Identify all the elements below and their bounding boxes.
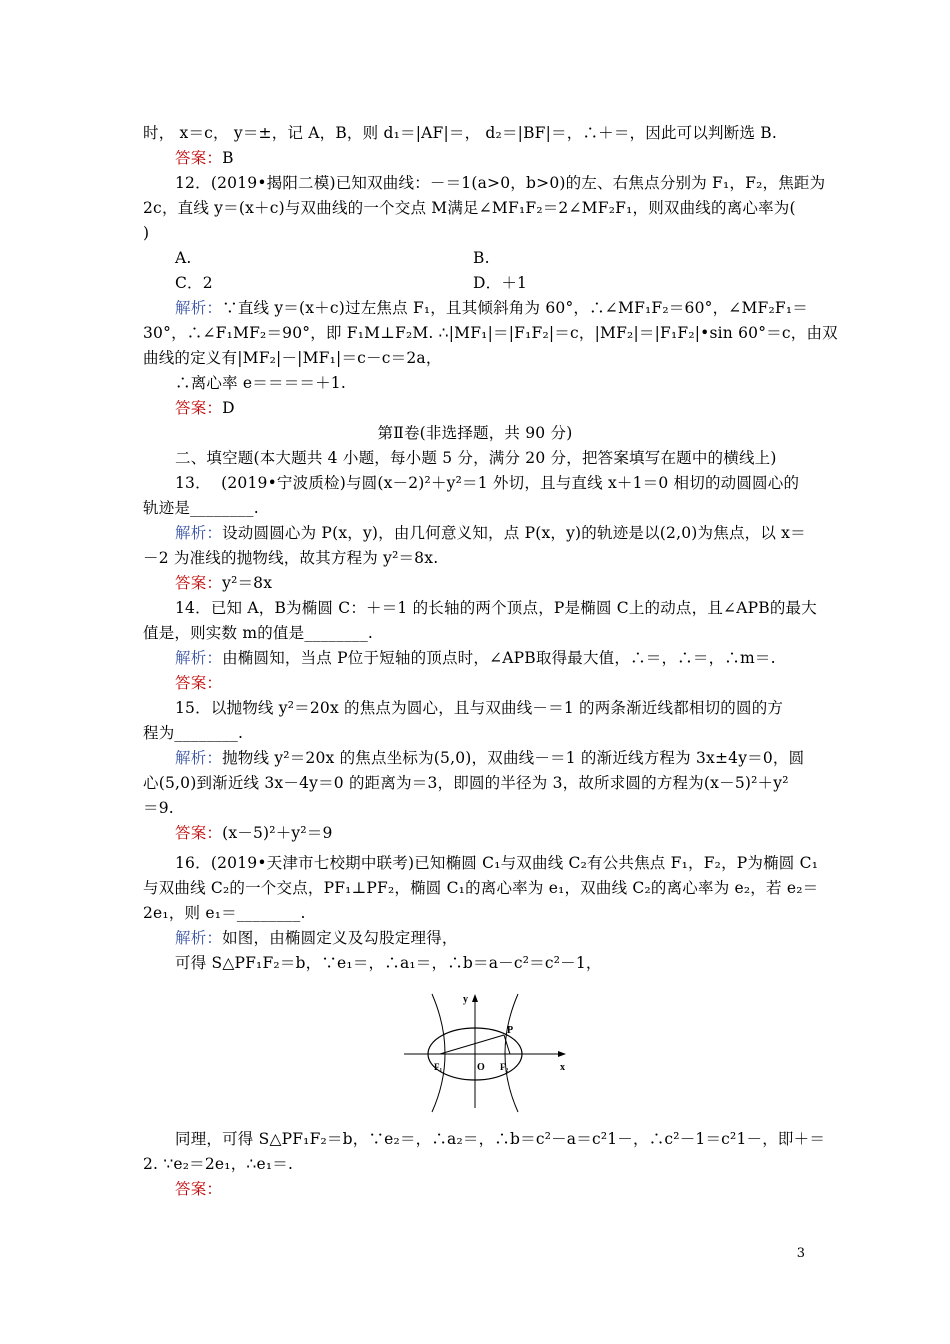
section-title: 第Ⅱ卷(非选择题，共 90 分) — [377, 424, 573, 442]
q15-line2: 程为________. — [143, 724, 244, 742]
q13-line1: 13． (2019•宁波质检)与圆(x－2)²＋y²＝1 外切，且与直线 x＋1＝0 相切的动圆圆心的 — [175, 474, 800, 492]
q16-answer: 答案： — [175, 1180, 223, 1198]
q15-answer: 答案：(x－5)²＋y²＝9 — [175, 824, 333, 842]
q15-analysis-2: 心(5,0)到渐近线 3x－4y＝0 的距离为＝3，即圆的半径为 3，故所求圆的方程为(x－5)²＋y² — [143, 774, 789, 792]
q12-option-a: A. — [175, 249, 192, 267]
y-label: y — [463, 994, 468, 1005]
q14-line2: 值是，则实数 m的值是________. — [143, 624, 374, 642]
q14-analysis-1: 解析：由椭圆知，当点 P位于短轴的顶点时，∠APB取得最大值，∴＝，∴＝，∴m＝. — [175, 649, 776, 667]
q16-line1: 16．(2019•天津市七校期中联考)已知椭圆 C₁与双曲线 C₂有公共焦点 F₁，F₂，P为椭圆 C₁ — [175, 854, 819, 872]
q16-analysis-1: 解析：如图，由椭圆定义及勾股定理得， — [175, 929, 458, 947]
q14-answer: 答案： — [175, 674, 223, 692]
q13-line2: 轨迹是________. — [143, 499, 259, 517]
q13-answer: 答案：y²＝8x — [175, 574, 273, 592]
q12-analysis-2: 30°，∴∠F₁MF₂＝90°，即 F₁M⊥F₂M. ∴|MF₁|＝|F₁F₂|＝c，|MF₂|＝|F₁F₂|•sin 60°＝c，由双 — [143, 324, 838, 342]
q12-analysis-4: ∴离心率 e＝＝＝＝＋1. — [175, 374, 346, 392]
q12-line1: 12．(2019•揭阳二模)已知双曲线：－＝1(a>0，b>0)的左、右焦点分别为 F₁，F₂，焦距为 — [175, 174, 826, 192]
fill-heading: 二、填空题(本大题共 4 小题，每小题 5 分，满分 20 分，把答案填写在题中的横线上) — [175, 449, 777, 467]
q12-line2: 2c，直线 y＝(x＋c)与双曲线的一个交点 M满足∠MF₁F₂＝2∠MF₂F₁，则双曲线的离心率为( — [143, 199, 796, 217]
q15-analysis-3: ＝9. — [143, 799, 174, 817]
q12-answer: 答案：D — [175, 399, 235, 417]
q12-line3: ) — [143, 224, 150, 242]
q12-analysis-1: 解析：∵直线 y＝(x＋c)过左焦点 F₁，且其倾斜角为 60°，∴∠MF₁F₂＝60°，∠MF₂F₁＝ — [175, 299, 808, 317]
q12-option-c: C．2 — [175, 274, 213, 292]
q14-line1: 14．已知 A，B为椭圆 C：＋＝1 的长轴的两个顶点，P是椭圆 C上的动点，且∠APB的最大 — [175, 599, 817, 617]
q13-analysis-1: 解析：设动圆圆心为 P(x，y)，由几何意义知，点 P(x，y)的轨迹是以(2,0)为焦点，以 x＝ — [175, 524, 806, 542]
f1-label: F₁ — [434, 1062, 443, 1072]
q12-option-b: B. — [473, 249, 490, 267]
segment-pf1 — [440, 1035, 504, 1054]
ellipse-hyperbola-figure — [400, 988, 572, 1113]
q16-line2: 与双曲线 C₂的一个交点，PF₁⊥PF₂，椭圆 C₁的离心率为 e₁，双曲线 C₂的离心率为 e₂，若 e₂＝ — [143, 879, 819, 897]
q16-analysis-3: 同理，可得 S△PF₁F₂＝b，∵e₂＝，∴a₂＝，∴b＝c²－a＝c²1－，∴c²－1＝c²1－，即＋＝ — [175, 1130, 826, 1148]
hyperbola-right-branch — [505, 994, 518, 1112]
q16-line3: 2e₁，则 e₁＝________. — [143, 904, 306, 922]
point-p-label: P — [507, 1025, 514, 1036]
q11-tail: 时， x＝c， y＝±，记 A，B，则 d₁＝|AF|＝， d₂＝|BF|＝，∴＋＝，因此可以判断选 B. — [143, 124, 777, 142]
f2-label: F₂ — [500, 1062, 509, 1072]
y-axis-arrow — [472, 994, 478, 1002]
q16-analysis-2: 可得 S△PF₁F₂＝b，∵e₁＝，∴a₁＝，∴b＝a－c²＝c²－1， — [175, 954, 602, 972]
q12-option-d: D．＋1 — [473, 274, 528, 292]
q15-analysis-1: 解析：抛物线 y²＝20x 的焦点坐标为(5,0)，双曲线－＝1 的渐近线方程为 3x±4y＝0，圆 — [175, 749, 805, 767]
origin-label: O — [477, 1062, 485, 1073]
x-label: x — [560, 1062, 565, 1073]
x-axis-arrow — [558, 1051, 566, 1057]
q16-analysis-4: 2. ∵e₂＝2e₁，∴e₁＝. — [143, 1155, 294, 1173]
q12-analysis-3: 曲线的定义有|MF₂|－|MF₁|＝c－c＝2a， — [143, 349, 442, 367]
q13-analysis-2: －2 为准线的抛物线，故其方程为 y²＝8x. — [143, 549, 439, 567]
q11-answer: 答案：B — [175, 149, 234, 167]
q15-line1: 15．以抛物线 y²＝20x 的焦点为圆心，且与双曲线－＝1 的两条渐近线都相切的圆的方 — [175, 699, 784, 717]
page-number: 3 — [796, 1246, 805, 1261]
